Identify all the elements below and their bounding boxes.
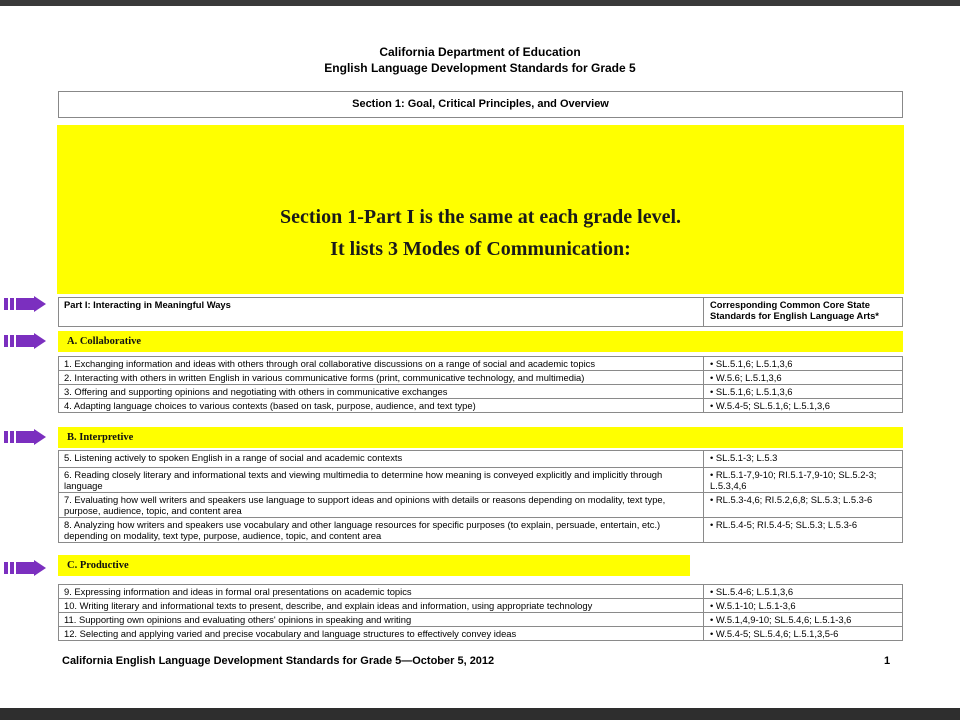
standard-description: 3. Offering and supporting opinions and negotiating with others in communicative exchanges [59, 385, 704, 399]
table-row [59, 518, 903, 543]
standard-description: 1. Exchanging information and ideas with others through oral collaborative discussions on a range of social and academic topics [59, 357, 704, 371]
ccss-standards: • RL.5.1-7,9-10; RI.5.1-7,9-10; SL.5.2-3; L.5.3,4,6 [704, 468, 903, 493]
table-row [59, 468, 903, 493]
table-row [59, 599, 903, 613]
standard-description: 12. Selecting and applying varied and precise vocabulary and language structures to effectively convey ideas [59, 627, 704, 641]
callout-line-1: Section 1-Part I is the same at each grade level. [279, 206, 681, 228]
ccss-standards: • SL.5.1-3; L.5.3 [704, 451, 903, 468]
ccss-standards: • W.5.4-5; SL.5.1,6; L.5.1,3,6 [704, 399, 903, 413]
interpretive-table [58, 450, 903, 543]
arrow-right-icon [4, 333, 46, 349]
arrow-right-icon [4, 560, 46, 576]
standard-description: 2. Interacting with others in written English in various communicative forms (print, communicative technology, and multimedia) [59, 371, 704, 385]
standard-description: 4. Adapting language choices to various contexts (based on task, purpose, audience, and text type) [59, 399, 704, 413]
ccss-standards: • RL.5.4-5; RI.5.4-5; SL.5.3; L.5.3-6 [704, 518, 903, 543]
header-document-title: English Language Development Standards for Grade 5 [324, 61, 636, 75]
ccss-standards: • RL.5.3-4,6; RI.5.2,6,8; SL.5.3; L.5.3-6 [704, 493, 903, 518]
grade-level-callout [57, 125, 904, 294]
ccss-standards: • SL.5.1,6; L.5.1,3,6 [704, 385, 903, 399]
arrow-right-icon [4, 296, 46, 312]
standard-description: 7. Evaluating how well writers and speakers use language to support ideas and opinions with details or reasons depending on modality, text type, purpose, audience, topic, and content area [59, 493, 704, 518]
ccss-column-header: Corresponding Common Core State Standards for English Language Arts* [704, 298, 903, 327]
collaborative-table [58, 356, 903, 413]
ccss-standards: • SL.5.1,6; L.5.1,3,6 [704, 357, 903, 371]
callout-line-2: It lists 3 Modes of Communication: [330, 238, 631, 260]
mode-productive-label: C. Productive [58, 555, 690, 576]
standard-description: 6. Reading closely literary and informational texts and viewing multimedia to determine how meaning is conveyed explicitly and implicitly through language [59, 468, 704, 493]
page-number: 1 [884, 655, 891, 667]
standard-description: 10. Writing literary and informational texts to present, describe, and explain ideas and information, using appropriate technology [59, 599, 704, 613]
table-row [59, 493, 903, 518]
standard-description: 5. Listening actively to spoken English in a range of social and academic contexts [59, 451, 704, 468]
page-footer: California English Language Development Standards for Grade 5—October 5, 2012 [62, 655, 495, 667]
table-row [59, 627, 903, 641]
standard-description: 9. Expressing information and ideas in formal oral presentations on academic topics [59, 585, 704, 599]
top-border [0, 0, 960, 6]
table-row [59, 399, 903, 413]
ccss-standards: • SL.5.4-6; L.5.1,3,6 [704, 585, 903, 599]
table-row [59, 385, 903, 399]
table-row [59, 371, 903, 385]
mode-interpretive-label: B. Interpretive [58, 427, 903, 448]
productive-table [58, 584, 903, 641]
bottom-border [0, 708, 960, 720]
table-row [59, 451, 903, 468]
table-row [59, 585, 903, 599]
ccss-standards: • W.5.1-10; L.5.1-3,6 [704, 599, 903, 613]
ccss-standards: • W.5.6; L.5.1,3,6 [704, 371, 903, 385]
ccss-standards: • W.5.4-5; SL.5.4,6; L.5.1,3,5-6 [704, 627, 903, 641]
part-title: Part I: Interacting in Meaningful Ways [59, 298, 704, 327]
table-row [59, 357, 903, 371]
part-header-table [58, 297, 903, 327]
arrow-right-icon [4, 429, 46, 445]
section-title: Section 1: Goal, Critical Principles, and Overview [58, 91, 903, 118]
mode-collaborative-label: A. Collaborative [58, 331, 903, 352]
table-row [59, 613, 903, 627]
standard-description: 11. Supporting own opinions and evaluating others' opinions in speaking and writing [59, 613, 704, 627]
ccss-standards: • W.5.1,4,9-10; SL.5.4,6; L.5.1-3,6 [704, 613, 903, 627]
standard-description: 8. Analyzing how writers and speakers use vocabulary and other language resources for specific purposes (to explain, persuade, entertain, etc.) depending on modality, text type, purpose, audience, topic, and content area [59, 518, 704, 543]
header-organization: California Department of Education [379, 45, 581, 59]
